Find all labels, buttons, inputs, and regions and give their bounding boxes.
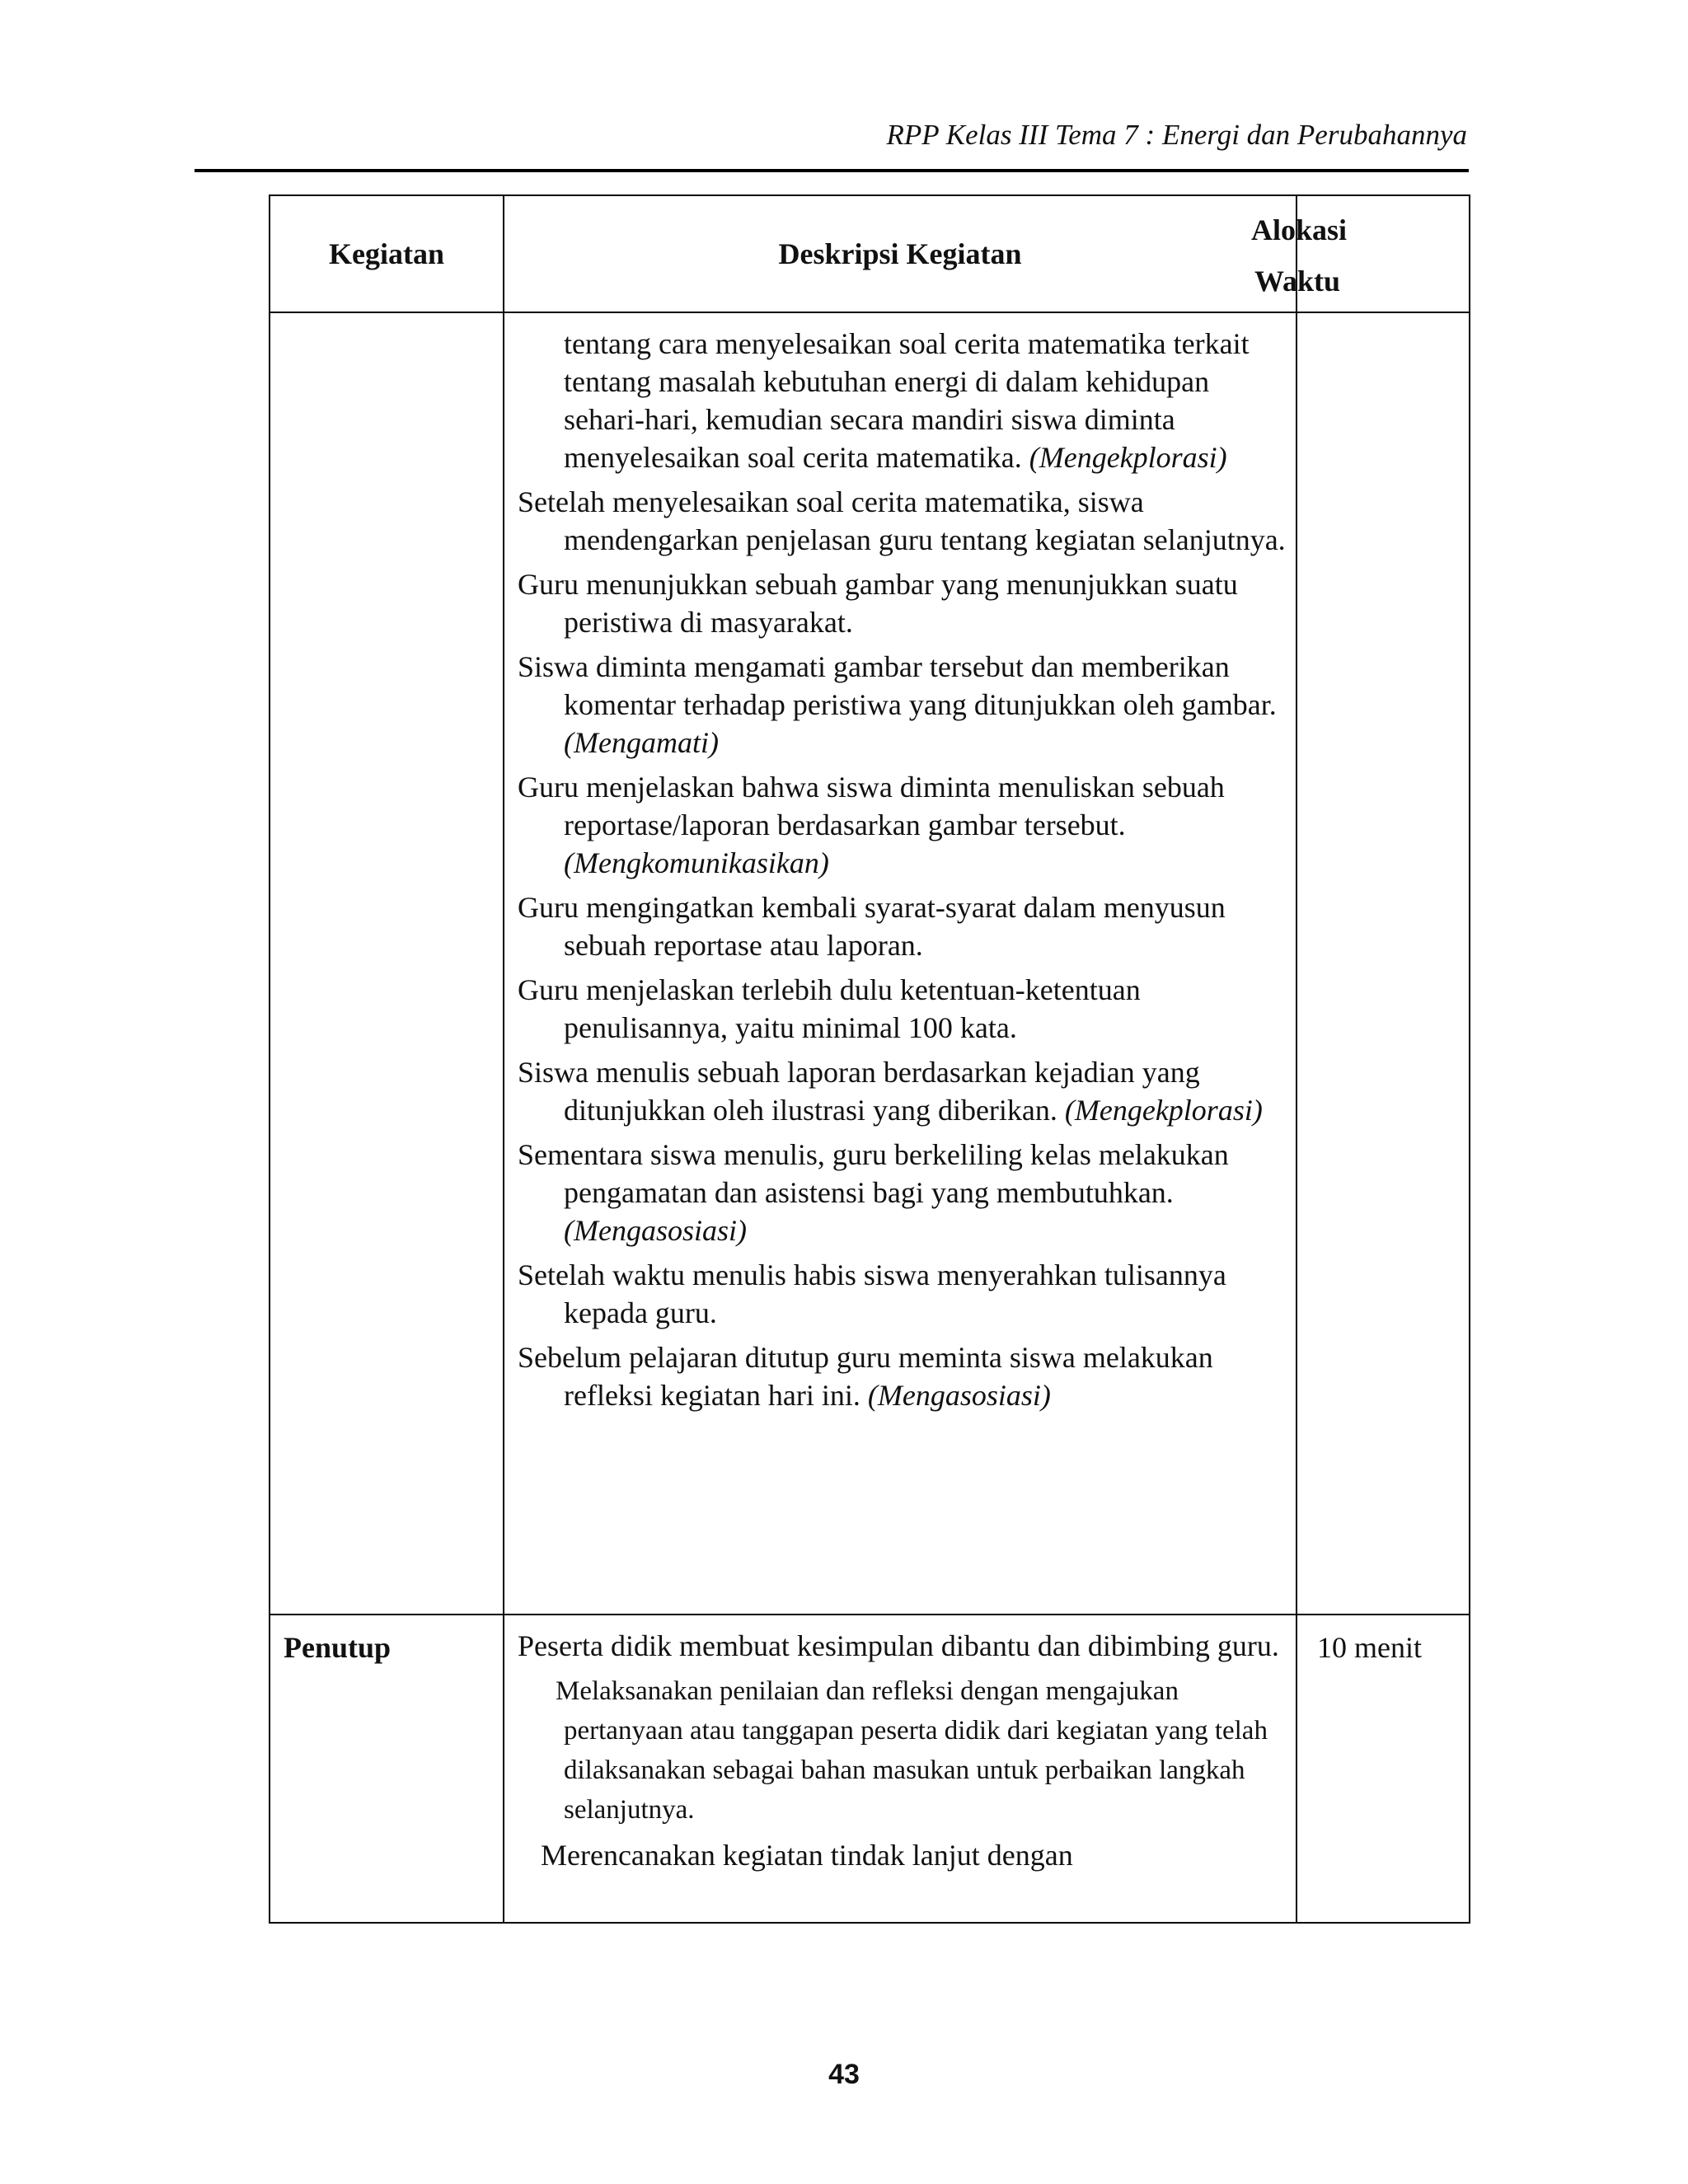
header-deskripsi: Deskripsi Kegiatan xyxy=(504,195,1296,312)
list-item: Guru menunjukkan sebuah gambar yang menunjukkan suatu peristiwa di masyarakat. xyxy=(518,568,1238,639)
page-number: 43 xyxy=(828,2059,860,2090)
list-item: Setelah menyelesaikan soal cerita matematika, siswa mendengarkan penjelasan guru tentang kegiatan selanjutnya. xyxy=(518,485,1286,556)
list-item: Guru menjelaskan bahwa siswa diminta menuliskan sebuah reportase/laporan berdasarkan gambar tersebut. (Mengkomunikasikan) xyxy=(518,771,1225,879)
list-item: Siswa menulis sebuah laporan berdasarkan kejadian yang ditunjukkan oleh ilustrasi yang diberikan. (Mengekplorasi) xyxy=(518,1056,1263,1127)
alokasi-value-penutup: 10 menit xyxy=(1317,1631,1422,1664)
list-item: Guru mengingatkan kembali syarat-syarat dalam menyusun sebuah reportase atau laporan. xyxy=(518,891,1226,962)
header-kegiatan: Kegiatan xyxy=(270,195,504,312)
list-item: Merencanakan kegiatan tindak lanjut dengan xyxy=(541,1839,1073,1872)
list-item: Melaksanakan penilaian dan refleksi dengan mengajukan pertanyaan atau tanggapan peserta didik dari kegiatan yang telah dilaksanakan sebagai bahan masukan untuk perbaikan langkah selanjutnya. xyxy=(556,1676,1268,1825)
cell-alokasi-penutup xyxy=(1296,1615,1470,1923)
cell-deskripsi-penutup xyxy=(504,1615,1296,1923)
list-item: Sebelum pelajaran ditutup guru meminta siswa melakukan refleksi kegiatan hari ini. (Mengasosiasi) xyxy=(518,1341,1213,1412)
cell-deskripsi-continued xyxy=(504,312,1296,1615)
list-item: Peserta didik membuat kesimpulan dibantu dan dibimbing guru. xyxy=(518,1629,1279,1662)
list-item: Guru menjelaskan terlebih dulu ketentuan-ketentuan penulisannya, yaitu minimal 100 kata. xyxy=(518,973,1141,1044)
cell-alokasi-continued xyxy=(1296,312,1470,1615)
table-header-row xyxy=(270,195,1470,312)
kegiatan-label-penutup: Penutup xyxy=(284,1631,392,1664)
header-alokasi-line2: Waktu xyxy=(1254,265,1341,298)
table-row-penutup xyxy=(270,1615,1470,1923)
list-item: Setelah waktu menulis habis siswa menyerahkan tulisannya kepada guru. xyxy=(518,1258,1226,1329)
list-item: tentang cara menyelesaikan soal cerita matematika terkait tentang masalah kebutuhan energi di dalam kehidupan sehari-hari, kemudian secara mandiri siswa diminta menyelesaikan soal cerita matematika. (Mengekplorasi) xyxy=(564,327,1250,474)
header-alokasi-line1: Alokasi xyxy=(1251,213,1348,246)
cell-kegiatan-penutup xyxy=(270,1615,504,1923)
running-header-title: RPP Kelas III Tema 7 : Energi dan Perubahannya xyxy=(886,119,1467,151)
activity-table xyxy=(269,194,1470,1924)
header-alokasi-waktu xyxy=(1251,195,1470,312)
table-row-continuation xyxy=(270,312,1470,1615)
list-item: Sementara siswa menulis, guru berkeliling kelas melakukan pengamatan dan asistensi bagi yang membutuhkan. (Mengasosiasi) xyxy=(518,1138,1229,1247)
cell-kegiatan-continued xyxy=(270,312,504,1615)
header-rule xyxy=(195,169,1469,172)
list-item: Siswa diminta mengamati gambar tersebut dan memberikan komentar terhadap peristiwa yang ditunjukkan oleh gambar. (Mengamati) xyxy=(518,650,1277,759)
